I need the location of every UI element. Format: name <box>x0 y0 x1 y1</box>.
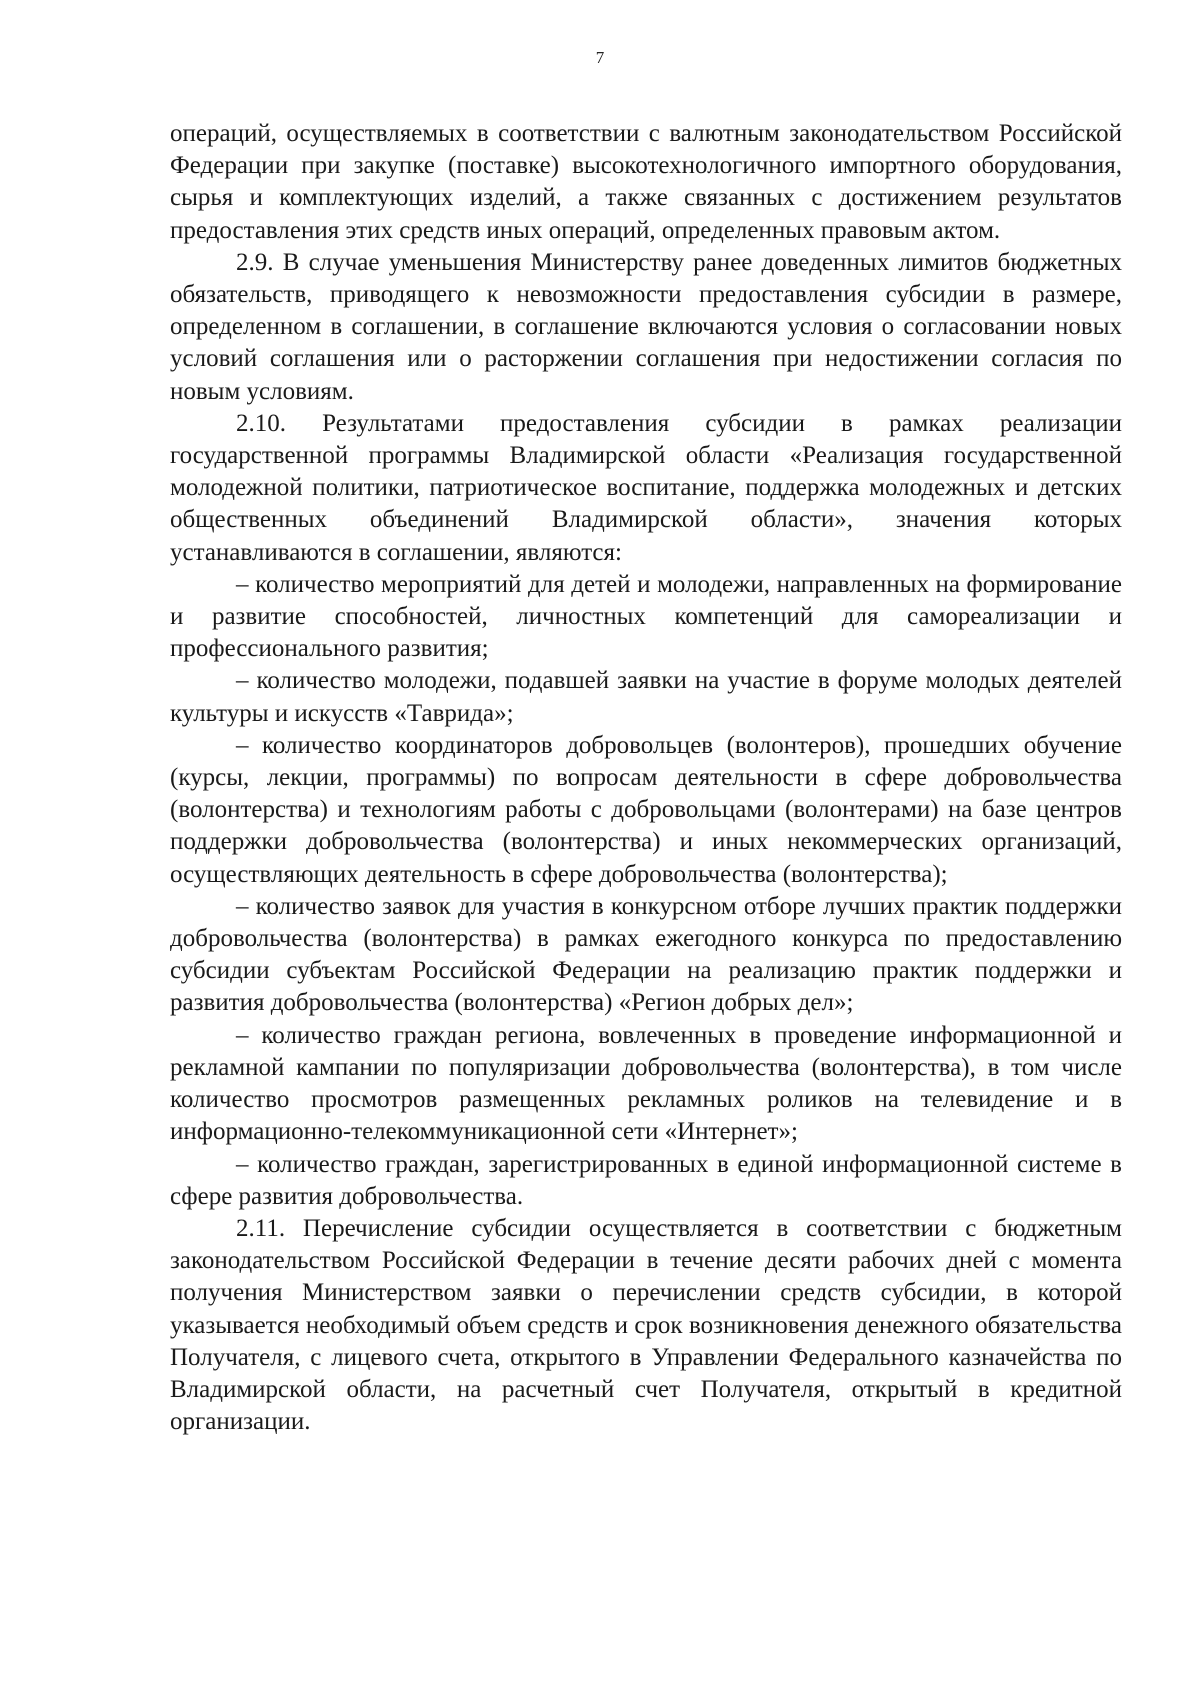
paragraph-continuation: операций, осуществляемых в соответствии с валютным законодательством Российской Федерации при закупке (поставке) высокотехнологичного импортного оборудования, сырья и комплектующих изделий, а также связанных с достижением результатов предоставления этих средств иных операций, определенных правовым актом. <box>170 120 1122 244</box>
paragraph-2-11: 2.11. Перечисление субсидии осуществляется в соответствии с бюджетным законодательством Российской Федерации в течение десяти рабочих дней с момента получения Министерством заявки о перечислении средств субсидии, в которой указывается необходимый объем средств и срок возникновения денежного обязательства Получателя, с лицевого счета, открытого в Управлении Федерального казначейства по Владимирской области, на расчетный счет Получателя, открытый в кредитной организации. <box>170 1214 1122 1436</box>
list-item-citizens-campaign: – количество граждан региона, вовлеченных в проведение информационной и рекламной кампании по популяризации добровольчества (волонтерства), в том числе количество просмотров размещенных рекламных роликов на телевидение и в информационно-телекоммуникационной сети «Интернет»; <box>170 1021 1122 1146</box>
list-item-events: – количество мероприятий для детей и молодежи, направленных на формирование и развитие способностей, личностных компетенций для самореализации и профессионального развития; <box>170 570 1122 663</box>
list-item-registered-citizens: – количество граждан, зарегистрированных в единой информационной системе в сфере развития добровольчества. <box>170 1150 1122 1210</box>
list-item-coordinators: – количество координаторов добровольцев (волонтеров), прошедших обучение (курсы, лекции, программы) по вопросам деятельности в сфере добровольчества (волонтерства) и технологиям работы с добровольцами (волонтерами) на базе центров поддержки добровольчества (волонтерства) и иных некоммерческих организаций, осуществляющих деятельность в сфере добровольчества (волонтерства); <box>170 731 1122 888</box>
paragraph-2-9: 2.9. В случае уменьшения Министерству ранее доведенных лимитов бюджетных обязательств, приводящего к невозможности предоставления субсидии в размере, определенном в соглашении, в соглашение включаются условия о согласовании новых условий соглашения или о расторжении соглашения при недостижении согласия по новым условиям. <box>170 248 1122 405</box>
page-number: 7 <box>595 48 605 67</box>
list-item-tavrida: – количество молодежи, подавшей заявки на участие в форуме молодых деятелей культуры и искусств «Таврида»; <box>170 667 1122 727</box>
paragraph-2-10: 2.10. Результатами предоставления субсидии в рамках реализации государственной программы Владимирской области «Реализация государственной молодежной политики, патриотическое воспитание, поддержка молодежных и детских общественных объединений Владимирской области», значения которых устанавливаются в соглашении, являются: <box>170 409 1122 566</box>
list-item-applications: – количество заявок для участия в конкурсном отборе лучших практик поддержки добровольчества (волонтерства) в рамках ежегодного конкурса по предоставлению субсидии субъектам Российской Федерации на реализацию практик поддержки и развития добровольчества (волонтерства) «Регион добрых дел»; <box>170 892 1122 1017</box>
document-body <box>170 118 1122 1438</box>
